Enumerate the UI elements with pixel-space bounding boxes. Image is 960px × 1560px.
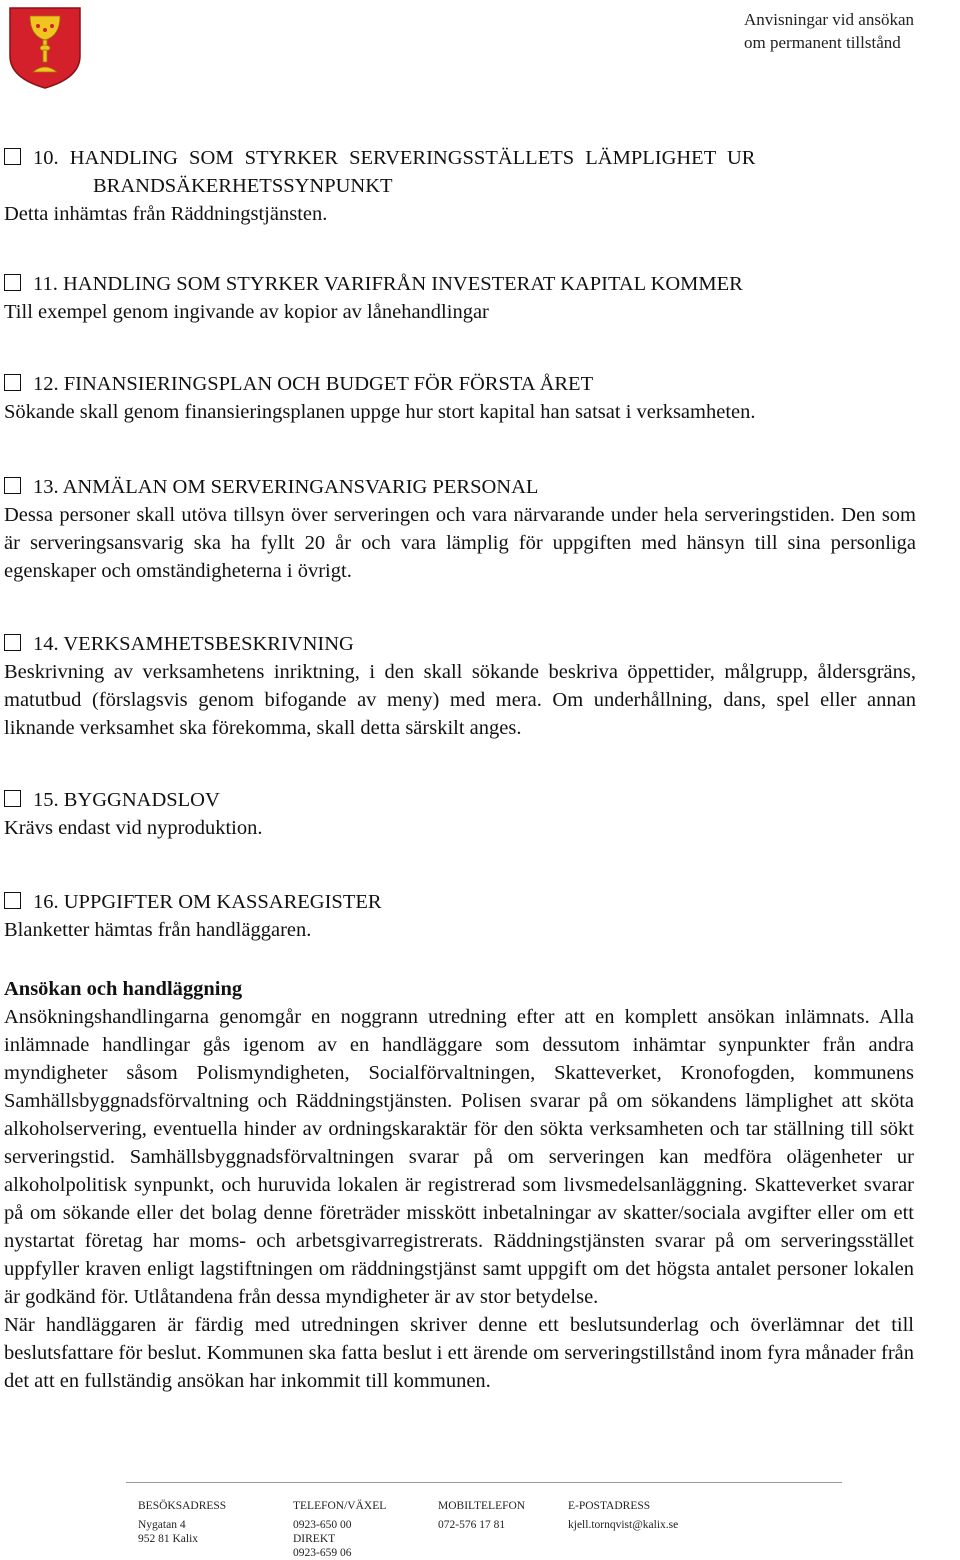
checkbox-14[interactable] xyxy=(4,634,21,651)
section-16-body: Blanketter hämtas från handläggaren. xyxy=(4,919,312,941)
footer-visit-label: BESÖKSADRESS xyxy=(138,1500,227,1512)
section-11-title xyxy=(4,270,916,298)
checkbox-11[interactable] xyxy=(4,274,21,291)
section-10-body: Detta inhämtas från Räddningstjänsten. xyxy=(4,203,328,225)
footer-mobile-value: 072-576 17 81 xyxy=(438,1519,506,1531)
section-14-title-text: 14. VERKSAMHETSBESKRIVNING xyxy=(33,633,354,655)
footer-phone-line1: 0923-650 00 xyxy=(293,1519,352,1531)
section-12 xyxy=(4,370,916,426)
section-13 xyxy=(4,473,916,585)
footer-phone-label: TELEFON/VÄXEL xyxy=(293,1500,387,1512)
section-13-title xyxy=(4,473,916,501)
checkbox-12[interactable] xyxy=(4,374,21,391)
checkbox-10[interactable] xyxy=(4,148,21,165)
section-16 xyxy=(4,888,916,944)
footer-visit-address xyxy=(138,1518,198,1546)
section-15-title xyxy=(4,786,916,814)
processing-body: Ansökningshandlingarna genomgår en noggrann utredning efter att en komplett ansökan inlämnats. Alla inlämnade handlingar gås igenom av en handläggare som dessutom inhämtar synpunkter från andra myndigheter såsom Polismyndigheten, Socialförvaltningen, Skatteverket, Kronofogden, kommunens Samhällsbyggnadsförvaltning och Räddningstjänsten. Polisen svarar på om sökandens lämplighet att sköta alkoholservering, eventuella hinder av ordningskaraktär för den sökta verksamheten och tar ställning till sökt serveringstid. Samhällsbyggnadsförvaltningen svarar på om serveringen kan medföra olägenheter ur alkoholpolitisk synpunkt, och huruvida lokalen är registrerad som livsmedelsanläggning. Skatteverket svarar på om sökande eller det bolag denne företräder misskött inbetalningar av skatter/sociala avgifter eller om ett nystartat företag har moms- och arbetsgivarregistrerats. Räddningstjänsten svarar på om serveringsstället uppfyller kraven enligt lagstiftningen om räddningstjänst samt uppgift om det högsta antalet personer lokalen är godkänd för. Utlåtandena från dessa myndigheter är av stor betydelse. xyxy=(4,1006,914,1308)
processing-section xyxy=(4,975,914,1395)
document-header xyxy=(744,8,914,54)
section-15 xyxy=(4,786,916,842)
checkbox-13[interactable] xyxy=(4,477,21,494)
footer-divider xyxy=(126,1482,842,1483)
section-10-title-text: 10. HANDLING SOM STYRKER SERVERINGSSTÄLLETS LÄMPLIGHET UR xyxy=(33,147,756,169)
processing-body-2: När handläggaren är färdig med utredningen skriver denne ett beslutsunderlag och överlämnar det till beslutsfattare för beslut. Kommunen ska fatta beslut i ett ärende om serveringstillstånd inom fyra månader från det att en fullständig ansökan har inkommit till kommunen. xyxy=(4,1314,914,1392)
section-14-title xyxy=(4,630,916,658)
section-15-title-text: 15. BYGGNADSLOV xyxy=(33,789,220,811)
section-14 xyxy=(4,630,916,742)
section-11-title-text: 11. HANDLING SOM STYRKER VARIFRÅN INVESTERAT KAPITAL KOMMER xyxy=(33,273,743,295)
footer-phone-line3: 0923-659 06 xyxy=(293,1547,352,1559)
checkbox-15[interactable] xyxy=(4,790,21,807)
footer-phone xyxy=(293,1518,351,1560)
section-12-body: Sökande skall genom finansieringsplanen uppge hur stort kapital han satsat i verksamheten. xyxy=(4,401,756,423)
footer-visit-line1: Nygatan 4 xyxy=(138,1519,186,1531)
section-10-title xyxy=(4,144,916,172)
checkbox-16[interactable] xyxy=(4,892,21,909)
kalix-coat-of-arms-logo xyxy=(8,6,82,90)
section-13-title-text: 13. ANMÄLAN OM SERVERINGANSVARIG PERSONAL xyxy=(33,476,539,498)
processing-heading: Ansökan och handläggning xyxy=(4,978,243,1000)
section-10 xyxy=(4,144,916,228)
section-10-title-cont: BRANDSÄKERHETSSYNPUNKT xyxy=(93,175,393,197)
header-title-line2: om permanent tillstånd xyxy=(744,33,901,52)
section-16-title xyxy=(4,888,916,916)
footer-phone-line2: DIREKT xyxy=(293,1533,336,1545)
section-12-title xyxy=(4,370,916,398)
footer-email-value[interactable]: kjell.tornqvist@kalix.se xyxy=(568,1519,679,1531)
section-13-body: Dessa personer skall utöva tillsyn över serveringen och vara närvarande under hela serveringstiden. Den som är serveringsansvarig ska ha fyllt 20 år och vara lämplig för uppgiften med hänsyn till sina personliga egenskaper och omständigheterna i övrigt. xyxy=(4,504,916,582)
header-title-line1: Anvisningar vid ansökan xyxy=(744,10,914,29)
footer-visit-line2: 952 81 Kalix xyxy=(138,1533,199,1545)
footer-mobile-label: MOBILTELEFON xyxy=(438,1500,526,1512)
section-15-body: Krävs endast vid nyproduktion. xyxy=(4,817,263,839)
section-12-title-text: 12. FINANSIERINGSPLAN OCH BUDGET FÖR FÖRSTA ÅRET xyxy=(33,373,594,395)
section-14-body: Beskrivning av verksamhetens inriktning, i den skall sökande beskriva öppettider, målgrupp, åldersgräns, matutbud (förslagsvis genom bifogande av meny) med mera. Om underhållning, dans, spel eller annan liknande verksamhet ska förekomma, skall detta särskilt anges. xyxy=(4,661,916,739)
section-11-body: Till exempel genom ingivande av kopior av lånehandlingar xyxy=(4,301,489,323)
section-16-title-text: 16. UPPGIFTER OM KASSAREGISTER xyxy=(33,891,382,913)
section-11 xyxy=(4,270,916,326)
footer-email-label: E-POSTADRESS xyxy=(568,1500,651,1512)
